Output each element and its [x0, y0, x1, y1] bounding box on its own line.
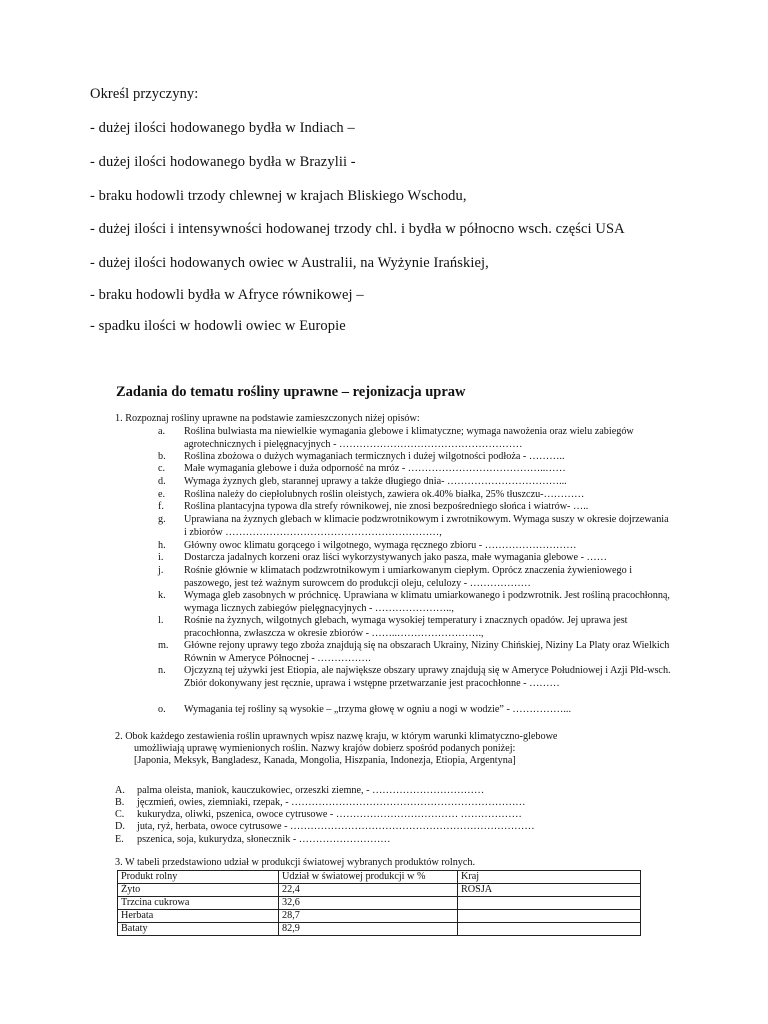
table-cell: Bataty — [118, 923, 279, 936]
task2-option-text: palma oleista, maniok, kauczukowiec, orzeszki ziemne, - …………………………… — [137, 785, 485, 796]
task1-item-text: Roślina bulwiasta ma niewielkie wymagania glebowe i klimatyczne; wymaga nawożenia oraz wielu zabiegów agrotechnicznych i pielęgnacyjnych - ……………………………………………… — [184, 426, 634, 450]
table-cell: Żyto — [118, 884, 279, 897]
task2-country-list: [Japonia, Meksyk, Bangladesz, Kanada, Mongolia, Hiszpania, Indonezja, Etiopia, Argentyna] — [134, 755, 516, 766]
intro-item: - braku hodowli trzody chlewnej w krajach Bliskiego Wschodu, — [90, 188, 467, 204]
task1-item-text: Wymaga gleb zasobnych w próchnicę. Uprawiana w klimatu umiarkowanego i podzwrotnik. Jest rośliną pracochłonną, wymaga licznych zabiegów pielęgnacyjnych - ………………….., — [184, 590, 670, 614]
task2-option-letter: A. — [115, 785, 125, 796]
task2-option-text: pszenica, soja, kukurydza, słonecznik - ……………………… — [137, 834, 391, 845]
task2-option-letter: E. — [115, 834, 124, 845]
intro-item: - dużej ilości hodowanego bydła w Brazylii - — [90, 154, 356, 170]
table-cell: Herbata — [118, 910, 279, 923]
intro-item: - dużej ilości hodowanych owiec w Australii, na Wyżynie Irańskiej, — [90, 255, 489, 271]
task1-item-letter: a. — [158, 426, 166, 437]
task1-item-letter: m. — [158, 640, 169, 651]
task1-item-text: Rośnie głównie w klimatach podzwrotnikowym i umiarkowanym ciepłym. Oprócz znaczenia żywieniowego i paszowego, jest też ważnym surowcem do produkcji oleju, celulozy - ……………… — [184, 565, 633, 589]
intro-item: - spadku ilości w hodowli owiec w Europie — [90, 318, 346, 334]
task1-item-letter: l. — [158, 615, 164, 626]
task2-option-text: kukurydza, oliwki, pszenica, owoce cytrusowe - ……………………………… ……………… — [137, 809, 522, 820]
task1-item-letter: e. — [158, 489, 166, 500]
table-header-cell: Kraj — [458, 871, 641, 884]
task2-option-letter: B. — [115, 797, 125, 808]
task1-title: 1. Rozpoznaj rośliny uprawne na podstawie zamieszczonych niżej opisów: — [115, 413, 420, 424]
table-cell: Trzcina cukrowa — [118, 897, 279, 910]
table-header-row — [118, 871, 641, 884]
task2-option-letter: D. — [115, 821, 125, 832]
task1-item-letter: k. — [158, 590, 166, 601]
task1-item-text: Główny owoc klimatu gorącego i wilgotnego, wymaga ręcznego zbioru - ……………………… — [184, 540, 577, 551]
task1-item-letter: o. — [158, 704, 166, 715]
task2-title: 2. Obok każdego zestawienia roślin uprawnych wpisz nazwę kraju, w którym warunki klimatyczno-glebowe — [115, 731, 558, 742]
table-cell: 22,4 — [279, 884, 458, 897]
task1-item-letter: b. — [158, 451, 166, 462]
task1-item-letter: n. — [158, 665, 166, 676]
table-cell — [458, 897, 641, 910]
table-cell — [458, 923, 641, 936]
task1-item-text: Wymaga żyznych gleb, starannej uprawy a także długiego dnia- ……………………………... — [184, 476, 567, 487]
table-cell: ROSJA — [458, 884, 641, 897]
intro-item: - braku hodowli bydła w Afryce równikowej – — [90, 287, 364, 303]
task1-item-text: Ojczyzną tej używki jest Etiopia, ale największe obszary uprawy znajdują się w Ameryce Południowej i Azji Płd-wsch. Zbiór dokonywany jest ręcznie, uprawa i wstępne przetwarzanie jest pracochłonne - ……… — [184, 665, 671, 689]
task1-item-text: Roślina należy do ciepłolubnych roślin oleistych, zawiera ok.40% białka, 25% tłuszczu-………… — [184, 489, 585, 500]
task1-item-text: Rośnie na żyznych, wilgotnych glebach, wymaga wysokiej temperatury i znacznych opadów. Jej uprawa jest pracochłonna, zwłaszcza w okresie zbiorów - ……..……………………., — [184, 615, 628, 639]
table-header-cell: Produkt rolny — [118, 871, 279, 884]
task1-item-letter: g. — [158, 514, 166, 525]
task1-item-text: Główne rejony uprawy tego zboża znajdują się na obszarach Ukrainy, Niziny Chińskiej, Niziny La Platy oraz Wielkich Równin w Ameryce Północnej - ……………. — [184, 640, 670, 664]
section-heading: Zadania do tematu rośliny uprawne – rejonizacja upraw — [116, 384, 466, 400]
table-row — [118, 910, 641, 923]
task1-item-text: Małe wymagania glebowe i duża odporność na mróz - …………………………………..…… — [184, 463, 566, 474]
task1-item-letter: j. — [158, 565, 164, 576]
intro-title: Określ przyczyny: — [90, 86, 199, 102]
task1-item-text: Uprawiana na żyznych glebach w klimacie podzwrotnikowym i zwrotnikowym. Wymaga suszy w okresie dojrzewania i zbiorów ………………………………………………………, — [184, 514, 669, 538]
table-row — [118, 923, 641, 936]
table-cell: 82,9 — [279, 923, 458, 936]
table-cell: 32,6 — [279, 897, 458, 910]
task2-option-text: juta, ryż, herbata, owoce cytrusowe - ……………………………………………………………… — [137, 821, 535, 832]
task1-item-letter: c. — [158, 463, 166, 474]
task2-title: umożliwiają uprawę wymienionych roślin. Nazwy krajów dobierz spośród podanych poniżej: — [134, 743, 516, 754]
task1-item-letter: i. — [158, 552, 164, 563]
task2-option-letter: C. — [115, 809, 125, 820]
table-cell: 28,7 — [279, 910, 458, 923]
task3-title: 3. W tabeli przedstawiono udział w produkcji światowej wybranych produktów rolnych. — [115, 857, 476, 868]
task1-item-letter: f. — [158, 501, 164, 512]
table-row — [118, 897, 641, 910]
table-row — [118, 884, 641, 897]
table-cell — [458, 910, 641, 923]
task1-item-letter: d. — [158, 476, 166, 487]
task2-option-text: jęczmień, owies, ziemniaki, rzepak, - …………………………………………………………… — [137, 797, 526, 808]
task1-item-text: Wymagania tej rośliny są wysokie – „trzyma głowę w ogniu a nogi w wodzie” - ……………... — [184, 704, 571, 715]
task1-item-letter: h. — [158, 540, 166, 551]
task1-item-text: Dostarcza jadalnych korzeni oraz liści wykorzystywanych jako pasza, małe wymagania glebowe - …… — [184, 552, 607, 563]
intro-item: - dużej ilości i intensywności hodowanej trzody chl. i bydła w północno wsch. części USA — [90, 221, 625, 237]
task1-item-text: Roślina plantacyjna typowa dla strefy równikowej, nie znosi bezpośredniego słońca i wiatrów- ….. — [184, 501, 589, 512]
task1-item-text: Roślina zbożowa o dużych wymaganiach termicznych i dużej wilgotności podłoża - ……….. — [184, 451, 565, 462]
production-table — [117, 870, 641, 936]
table-header-cell: Udział w światowej produkcji w % — [279, 871, 458, 884]
intro-item: - dużej ilości hodowanego bydła w Indiach – — [90, 120, 355, 136]
